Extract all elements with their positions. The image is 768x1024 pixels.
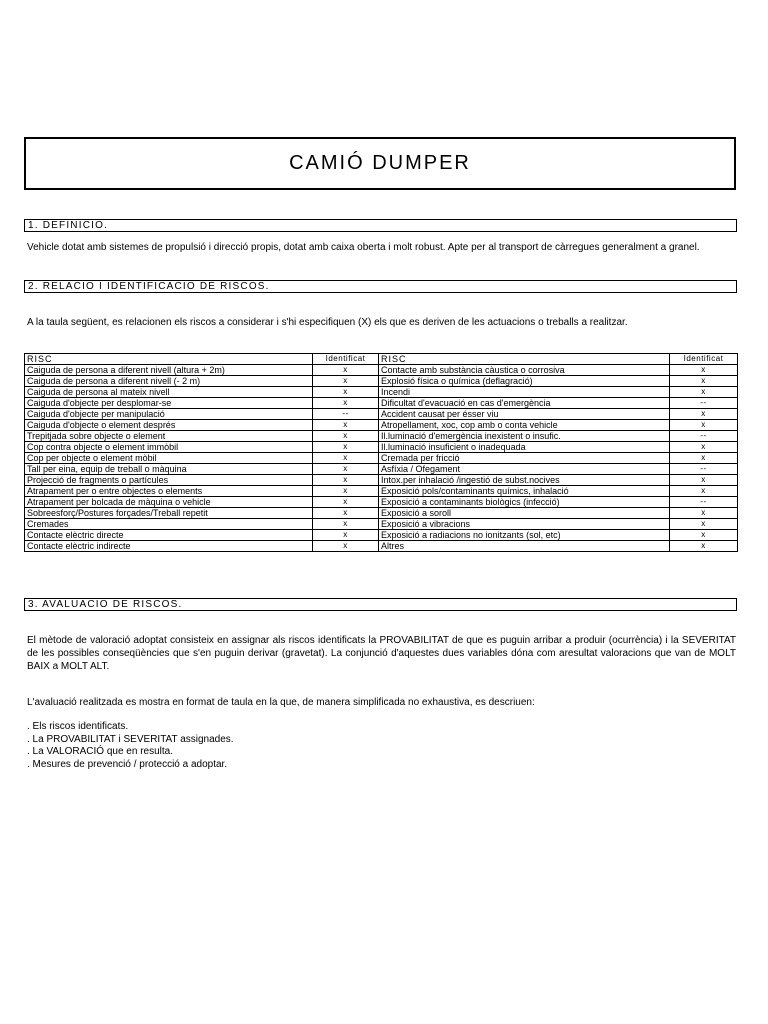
risk-right: Exposició a vibracions — [379, 519, 670, 530]
risk-right: Accident causat per ésser viu — [379, 409, 670, 420]
identified-left: -- — [313, 409, 379, 420]
risk-left: Caiguda de persona a diferent nivell (- 2 m) — [25, 376, 313, 387]
risk-right: Exposició a soroll — [379, 508, 670, 519]
table-row — [25, 376, 738, 387]
identified-left: x — [313, 541, 379, 552]
risk-right: Atropellament, xoc, cop amb o conta vehicle — [379, 420, 670, 431]
risk-left: Trepitjada sobre objecte o element — [25, 431, 313, 442]
risk-right: Dificultat d'evacuació en cas d'emergència — [379, 398, 670, 409]
page-title: CAMIÓ DUMPER — [289, 152, 471, 174]
identified-left: x — [313, 475, 379, 486]
risk-left: Tall per eina, equip de treball o màquina — [25, 464, 313, 475]
identified-left: x — [313, 530, 379, 541]
evaluation-list — [27, 721, 234, 771]
risk-right: Incendi — [379, 387, 670, 398]
identified-right: x — [670, 409, 738, 420]
identified-right: x — [670, 442, 738, 453]
risk-right: Asfíxia / Ofegament — [379, 464, 670, 475]
identified-right: x — [670, 530, 738, 541]
risk-right: Altres — [379, 541, 670, 552]
identified-left: x — [313, 442, 379, 453]
identified-left: x — [313, 464, 379, 475]
identified-left: x — [313, 365, 379, 376]
risk-left: Cop contra objecte o element immòbil — [25, 442, 313, 453]
identified-left: x — [313, 431, 379, 442]
table-row — [25, 486, 738, 497]
risk-left: Atrapament per o entre objectes o elements — [25, 486, 313, 497]
identified-left: x — [313, 420, 379, 431]
list-item: . Els riscos identificats. — [27, 721, 129, 732]
risk-right: Exposició pols/contaminants químics, inhalació — [379, 486, 670, 497]
identified-left: x — [313, 508, 379, 519]
identified-right: x — [670, 541, 738, 552]
risk-table — [24, 353, 738, 552]
evaluation-paragraph-1: El mètode de valoració adoptat consisteix en assignar als riscos identificats la PROVABILITAT de que es puguin arribar a produir (ocurrència) i la SEVERITAT de les possibles conseqüències que s'en puguin derivar (gravetat). La conjunció d'aquestes dues variables dóna com aresultat valoracions que van de MOLT BAIX a MOLT ALT. — [27, 635, 736, 672]
identified-right: x — [670, 420, 738, 431]
risk-left: Caiguda d'objecte o element després — [25, 420, 313, 431]
risk-right: Cremada per fricció — [379, 453, 670, 464]
risk-left: Contacte elèctric directe — [25, 530, 313, 541]
risk-right: Intox.per inhalació /ingestió de subst.nocives — [379, 475, 670, 486]
table-row — [25, 464, 738, 475]
identified-right: x — [670, 508, 738, 519]
risk-left: Cop per objecte o element mòbil — [25, 453, 313, 464]
identified-left: x — [313, 519, 379, 530]
identified-right: x — [670, 453, 738, 464]
identified-left: x — [313, 387, 379, 398]
header-risc-right: RISC — [379, 354, 670, 365]
identified-left: x — [313, 376, 379, 387]
identified-right: -- — [670, 431, 738, 442]
section-heading-avaluacio: 3. AVALUACIO DE RISCOS. — [24, 598, 737, 611]
risk-left: Cremades — [25, 519, 313, 530]
identified-right: -- — [670, 398, 738, 409]
risk-left: Atrapament per bolcada de màquina o vehicle — [25, 497, 313, 508]
risk-left: Projecció de fragments o partícules — [25, 475, 313, 486]
header-identificat-right: Identificat — [670, 354, 738, 365]
list-item: . La PROVABILITAT i SEVERITAT assignades. — [27, 733, 234, 745]
risk-left: Contacte elèctric indirecte — [25, 541, 313, 552]
section-heading-definicio: 1. DEFINICIO. — [24, 219, 737, 232]
header-identificat-left: Identificat — [313, 354, 379, 365]
identified-right: -- — [670, 497, 738, 508]
table-row — [25, 387, 738, 398]
table-row — [25, 398, 738, 409]
risk-right: Exposició a radiacions no ionitzants (sol, etc) — [379, 530, 670, 541]
table-header-row — [25, 354, 738, 365]
risk-left: Caiguda de persona al mateix nivell — [25, 387, 313, 398]
identified-right: x — [670, 486, 738, 497]
risk-right: Il.luminació d'emergència inexistent o insufic. — [379, 431, 670, 442]
identified-right: x — [670, 475, 738, 486]
risk-right: Explosió física o química (deflagració) — [379, 376, 670, 387]
risk-right: Exposició a contaminants biològics (infecció) — [379, 497, 670, 508]
table-row — [25, 420, 738, 431]
risk-right: Contacte amb substància càustica o corrosiva — [379, 365, 670, 376]
list-item: . Mesures de prevenció / protecció a adoptar. — [27, 758, 228, 770]
table-row — [25, 442, 738, 453]
table-row — [25, 431, 738, 442]
title-box — [24, 137, 736, 190]
identified-right: x — [670, 365, 738, 376]
risk-left: Caiguda d'objecte per desplomar-se — [25, 398, 313, 409]
table-row — [25, 409, 738, 420]
risk-right: Il.luminació insuficient o inadequada — [379, 442, 670, 453]
identified-right: -- — [670, 464, 738, 475]
risk-left: Caiguda de persona a diferent nivell (altura + 2m) — [25, 365, 313, 376]
table-row — [25, 453, 738, 464]
identified-left: x — [313, 486, 379, 497]
identified-right: x — [670, 387, 738, 398]
identified-left: x — [313, 453, 379, 464]
risk-left: Sobreesforç/Postures forçades/Treball repetit — [25, 508, 313, 519]
table-row — [25, 497, 738, 508]
table-row — [25, 508, 738, 519]
identified-right: x — [670, 519, 738, 530]
list-item: . La VALORACIÓ que en resulta. — [27, 746, 174, 757]
table-row — [25, 541, 738, 552]
table-row — [25, 519, 738, 530]
risk-left: Caiguda d'objecte per manipulació — [25, 409, 313, 420]
table-row — [25, 530, 738, 541]
table-row — [25, 475, 738, 486]
table-intro-text: A la taula següent, es relacionen els riscos a considerar i s'hi especifiquen (X) els que es deriven de les actuacions o treballs a realitzar. — [27, 317, 628, 328]
evaluation-paragraph-2: L'avaluació realitzada es mostra en format de taula en la que, de manera simplificada no exhaustiva, es descriuen: — [27, 697, 535, 708]
section-heading-relacio: 2. RELACIO I IDENTIFICACIO DE RISCOS. — [24, 280, 737, 293]
identified-left: x — [313, 398, 379, 409]
identified-right: x — [670, 376, 738, 387]
definition-text: Vehicle dotat amb sistemes de propulsió i direcció propis, dotat amb caixa oberta i molt robust. Apte per al transport de càrregues generalment a granel. — [27, 242, 700, 253]
table-row — [25, 365, 738, 376]
header-risc-left: RISC — [25, 354, 313, 365]
identified-left: x — [313, 497, 379, 508]
